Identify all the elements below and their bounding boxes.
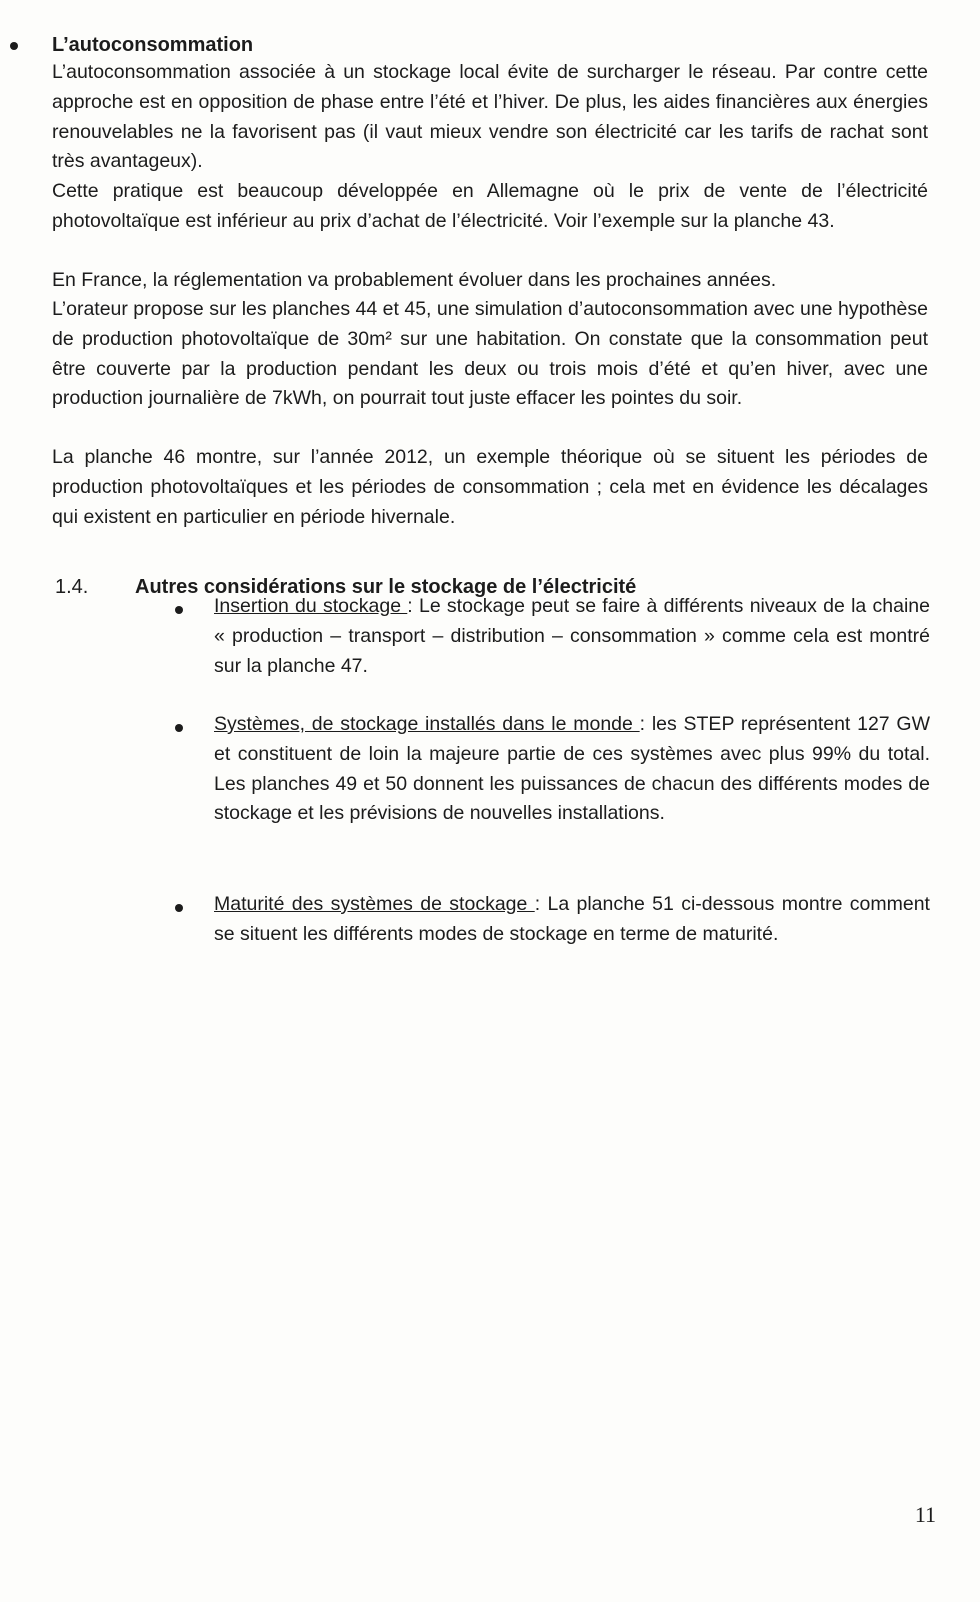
list-item-separator: :	[534, 893, 548, 915]
list-item-text: les STEP représentent 127 GW et constituent de loin la majeure partie de ces systèmes avec plus 99% du total. Les planches 49 et 50 donnent les puissances de chacun des différents modes de stockage et les prévisions de nouvelles installations.	[214, 713, 930, 825]
bullet-icon	[175, 904, 183, 912]
list-item-label: Systèmes, de stockage installés dans le monde	[214, 713, 640, 735]
list-item-systemes	[214, 710, 930, 829]
list-item-maturite	[214, 890, 930, 950]
bullet-icon	[175, 724, 183, 732]
autoconsommation-heading: L’autoconsommation	[52, 34, 254, 56]
list-item-separator: :	[639, 713, 652, 735]
bullet-icon	[175, 606, 183, 614]
paragraph-allemagne: Cette pratique est beaucoup développée en Allemagne où le prix de vente de l’électricité photovoltaïque est inférieur au prix d’achat de l’électricité. Voir l’exemple sur la planche 43.	[52, 180, 928, 232]
page-number: 11	[914, 1502, 936, 1527]
paragraph-france: En France, la réglementation va probablement évoluer dans les prochaines années.	[52, 269, 777, 291]
paragraph-planche-46: La planche 46 montre, sur l’année 2012, un exemple théorique où se situent les périodes de production photovoltaïques et les périodes de consommation ; cela met en évidence les décalages qui existent en particulier en période hivernale.	[52, 446, 928, 528]
bullet-icon	[10, 42, 18, 50]
list-item-label: Insertion du stockage	[214, 595, 408, 617]
list-item-insertion	[214, 592, 930, 681]
paragraph-simulation: L’orateur propose sur les planches 44 et 45, une simulation d’autoconsommation avec une hypothèse de production photovoltaïque de 30m² sur une habitation. On constate que la consommation peut être couverte par la production pendant les deux ou trois mois d’été et qu’en hiver, avec une production journalière de 7kWh, on pourrait tout juste effacer les pointes du soir.	[52, 298, 928, 410]
list-item-text: La planche 51 ci-dessous montre comment se situent les différents modes de stockage en terme de maturité.	[214, 893, 930, 945]
list-item-text: Le stockage peut se faire à différents niveaux de la chaine « production – transport – distribution – consommation » comme cela est montré sur la planche 47.	[214, 595, 930, 677]
section-number: 1.4.	[55, 576, 89, 598]
list-item-label: Maturité des systèmes de stockage	[214, 893, 535, 915]
list-item-separator: :	[407, 595, 419, 617]
paragraph-intro: L’autoconsommation associée à un stockage local évite de surcharger le réseau. Par contre cette approche est en opposition de phase entre l’été et l’hiver. De plus, les aides financières aux énergies renouvelables ne la favorisent pas (il vaut mieux vendre son électricité car les tarifs de rachat sont très avantageux).	[52, 61, 928, 173]
section-title: Autres considérations sur le stockage de l’électricité	[135, 576, 637, 598]
